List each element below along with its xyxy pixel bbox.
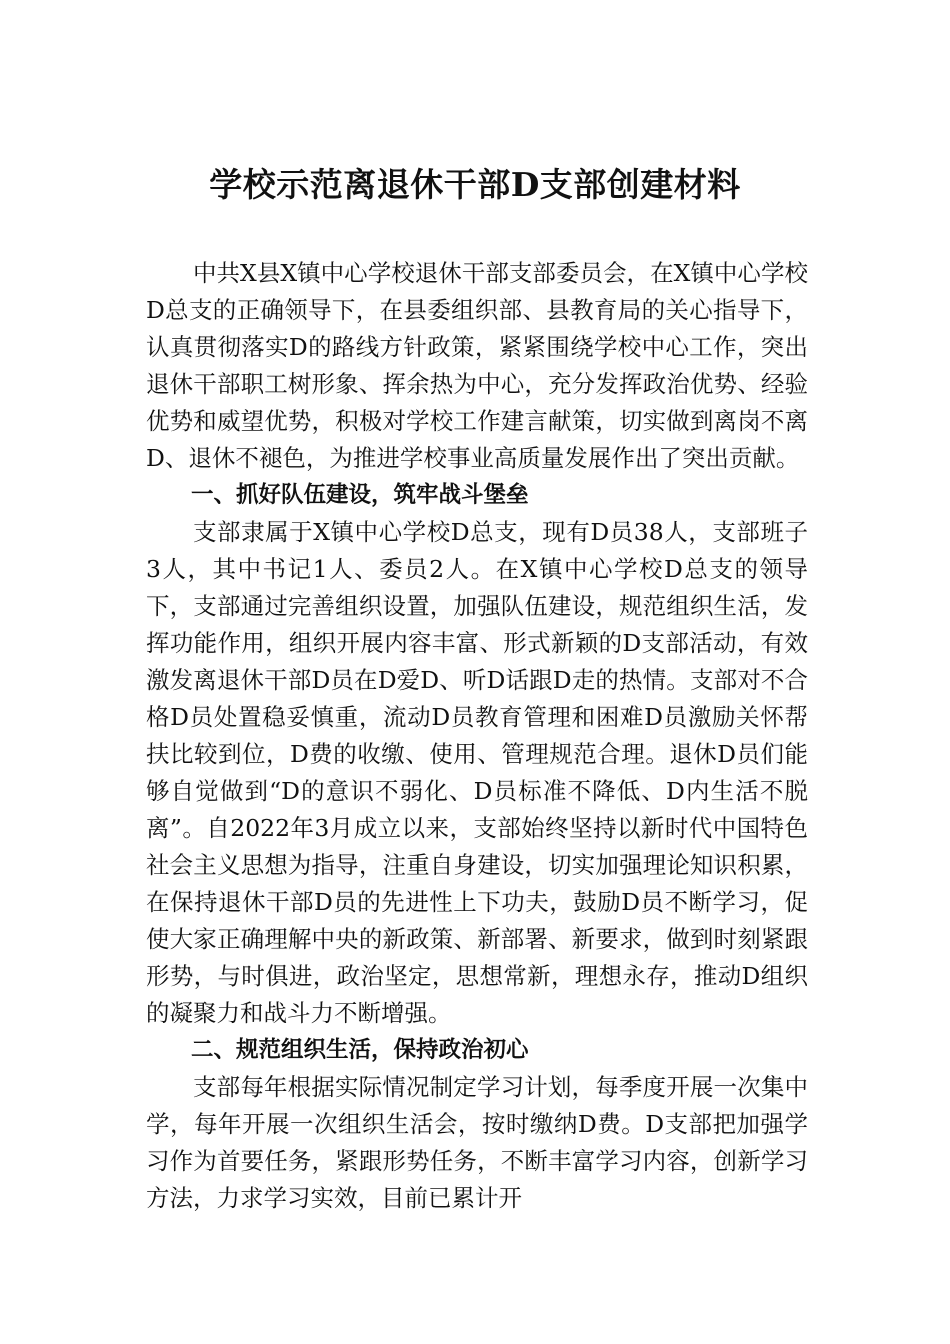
document-title: 学校示范离退休干部D支部创建材料 xyxy=(209,165,741,204)
section-1-paragraph: 支部隶属于X镇中心学校D总支，现有D员38人，支部班子3人，其中书记1人、委员2人。在X镇中心学校D总支的领导下，支部通过完善组织设置，加强队伍建设，规范组织生活，发挥功能作用，组织开展内容丰富、形式新颖的D支部活动，有效激发离退休干部D员在D爱D、听D话跟D走的热情。支部对不合格D员处置稳妥慎重，流动D员教育管理和困难D员激励关怀帮扶比较到位，D费的收缴、使用、管理规范合理。退休D员们能够自觉做到“D的意识不弱化、D员标准不降低、D内生活不脱离”。自2022年3月成立以来，支部始终坚持以新时代中国特色社会主义思想为指导，注重自身建设，切实加强理论知识积累，在保持退休干部D员的先进性上下功夫，鼓励D员不断学习，促使大家正确理解中央的新政策、新部署、新要求，做到时刻紧跟形势，与时俱进，政治坚定，思想常新，理想永存，推动D组织的凝聚力和战斗力不断增强。 xyxy=(146,518,808,1027)
document-body xyxy=(146,255,808,1217)
intro-paragraph: 中共X县X镇中心学校退休干部支部委员会，在X镇中心学校D总支的正确领导下，在县委组织部、县教育局的关心指导下，认真贯彻落实D的路线方针政策，紧紧围绕学校中心工作，突出退休干部职工树形象、挥余热为中心，充分发挥政治优势、经验优势和威望优势，积极对学校工作建言献策，切实做到离岗不离D、退休不褪色，为推进学校事业高质量发展作出了突出贡献。 xyxy=(146,259,808,472)
section-heading-2: 二、规范组织生活，保持政治初心 xyxy=(191,1037,529,1063)
section-heading-1: 一、抓好队伍建设，筑牢战斗堡垒 xyxy=(191,482,529,508)
section-2-paragraph: 支部每年根据实际情况制定学习计划，每季度开展一次集中学，每年开展一次组织生活会，按时缴纳D费。D支部把加强学习作为首要任务，紧跟形势任务，不断丰富学习内容，创新学习方法，力求学习实效，目前已累计开 xyxy=(146,1073,808,1212)
